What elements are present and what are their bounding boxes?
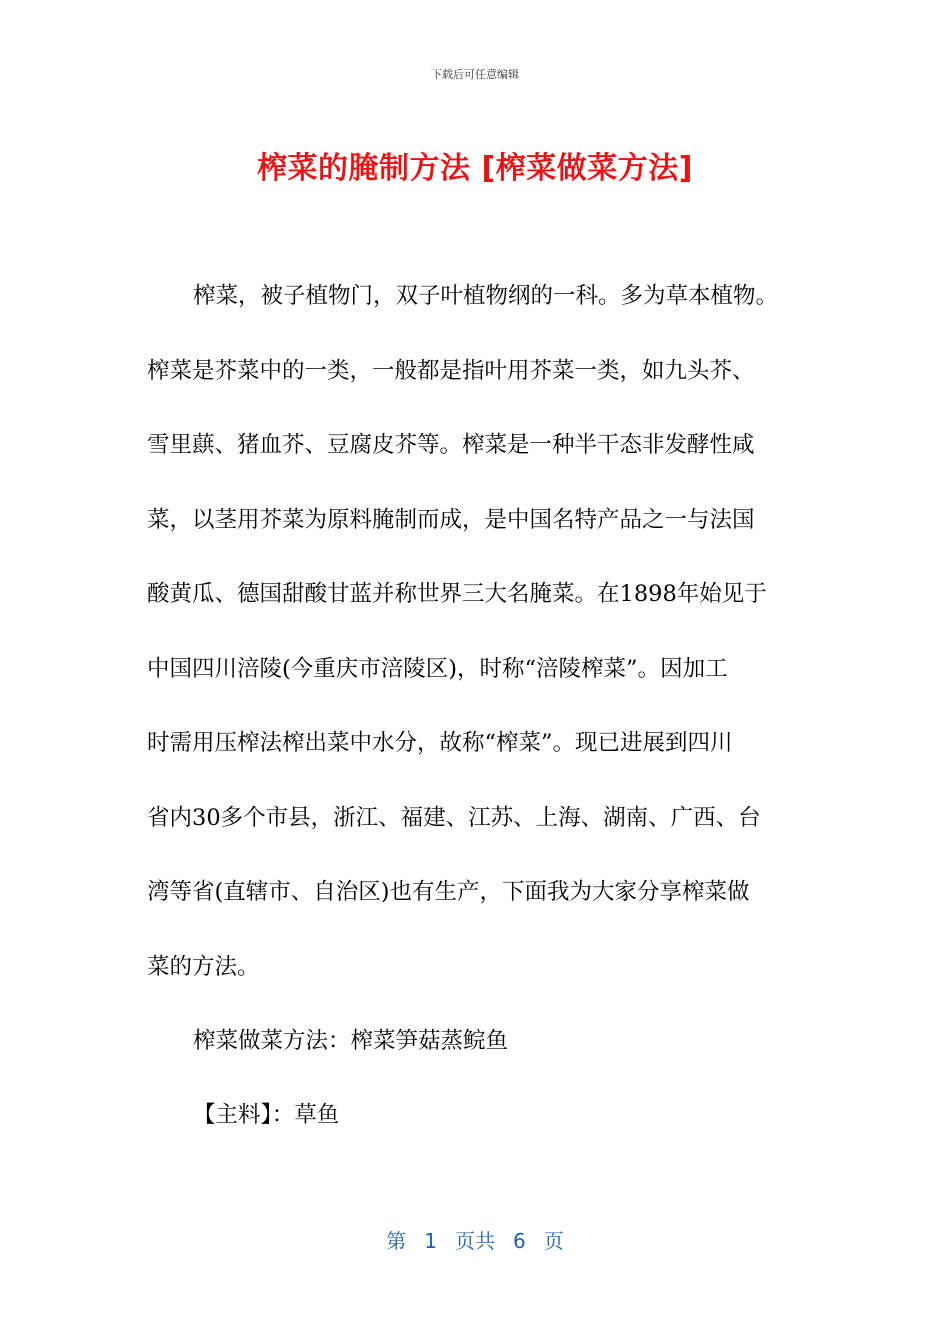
paragraph-line: 雪里蕻、猪血芥、豆腐皮芥等。榨菜是一种半干态非发酵性咸 <box>147 432 755 458</box>
document-title: 榨菜的腌制方法 [榨菜做菜方法] <box>257 151 693 186</box>
paragraph-line: 省内30多个市县，浙江、福建、江苏、上海、湖南、广西、台 <box>147 804 761 831</box>
header-note: 下载后可任意编辑 <box>431 68 519 81</box>
paragraph-line: 时需用压榨法榨出菜中水分，故称“榨菜”。现已进展到四川 <box>147 730 733 756</box>
paragraph-line: 菜，以茎用芥菜为原料腌制而成，是中国名特产品之一与法国 <box>147 506 755 533</box>
paragraph-line: 榨菜，被子植物门，双子叶植物纲的一科。多为草本植物。 <box>193 283 779 309</box>
paragraph-line: 湾等省(直辖市、自治区)也有生产，下面我为大家分享榨菜做 <box>147 879 750 905</box>
paragraph-line: 酸黄瓜、德国甜酸甘蓝并称世界三大名腌菜。在1898年始见于 <box>147 581 767 607</box>
page-prefix: 第 <box>386 1229 407 1253</box>
paragraph-line: 菜的方法。 <box>147 953 260 980</box>
page-suffix: 页 <box>543 1229 564 1253</box>
page-footer <box>0 1225 950 1254</box>
page-number: 1 <box>424 1229 437 1253</box>
paragraph-line: 榨菜是芥菜中的一类，一般都是指叶用芥菜一类，如九头芥、 <box>147 357 755 384</box>
page-mid: 页共 <box>455 1229 495 1253</box>
main-ingredient: 【主料】：草鱼 <box>193 1102 340 1128</box>
total-pages: 6 <box>513 1229 526 1253</box>
recipe-heading: 榨菜做菜方法：榨菜笋菇蒸鲩鱼 <box>193 1028 509 1054</box>
paragraph-line: 中国四川涪陵(今重庆市涪陵区)，时称“涪陵榨菜”。因加工 <box>147 655 728 682</box>
body-paragraph <box>147 259 778 1004</box>
